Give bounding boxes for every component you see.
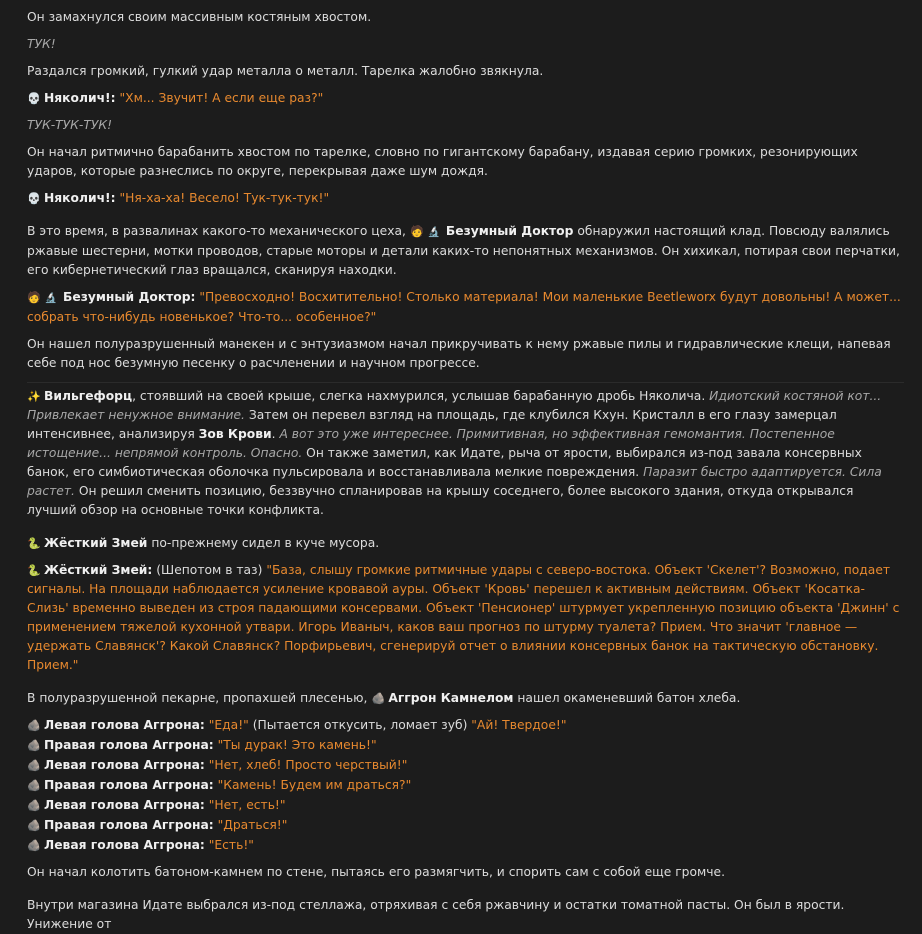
dialogue-quote: "Драться!": [217, 818, 288, 832]
character-name: Левая голова Аггрона:: [44, 758, 205, 772]
story-paragraph: [27, 896, 904, 934]
story-paragraph: [27, 816, 904, 835]
character-name: Вильгефорц: [44, 389, 133, 403]
rock-icon: 🪨: [27, 839, 41, 852]
story-paragraph: [27, 716, 904, 735]
rock-icon: 🪨: [27, 759, 41, 772]
story-paragraph: [27, 689, 904, 708]
sparkle-icon: ✨: [27, 390, 41, 403]
story-paragraph: [27, 534, 904, 553]
character-name: Безумный Доктор: [445, 224, 574, 238]
story-paragraph: [27, 288, 904, 327]
story-paragraph: [27, 143, 904, 181]
story-paragraph: [27, 335, 904, 373]
story-paragraph: [27, 8, 904, 27]
thought-text: Паразит быстро адаптируется. Сила растет.: [27, 465, 882, 498]
character-name: Правая голова Аггрона:: [44, 778, 214, 792]
skull-icon: 💀: [27, 92, 41, 105]
text-segment: обнаружил настоящий клад. Повсюду валялись ржавые шестерни, мотки проводов, старые моторы и детали каких-то непонятных механизмов. Он хихикал, потирая свои перчатки, его кибернетический глаз вращался, сканируя находки.: [27, 224, 900, 277]
story-paragraph: [27, 561, 904, 675]
story-paragraph: [27, 736, 904, 755]
character-name: Жёсткий Змей:: [44, 563, 153, 577]
text-segment: Внутри магазина Идате выбрался из-под стеллажа, отряхивая с себя ржавчину и остатки томатной пасты. Он был в ярости. Унижение от: [27, 898, 845, 931]
text-segment: Он начал колотить батоном-камнем по стене, пытаясь его размягчить, и спорить сам с собой еще громче.: [27, 865, 726, 879]
story-paragraph: [27, 189, 904, 208]
text-segment: нашел окаменевший батон хлеба.: [513, 691, 741, 705]
rock-icon: 🪨: [27, 819, 41, 832]
story-paragraph: [27, 222, 904, 280]
microscope-icon: 🔬: [44, 293, 58, 304]
text-segment: .: [271, 427, 280, 441]
dialogue-quote: "Превосходно! Восхитительно! Столько материала! Мои маленькие Beetleworx будут довольны! А может... собрать что-нибудь новенькое? Что-то... особенное?": [27, 290, 901, 324]
character-name: Правая голова Аггрона:: [44, 818, 214, 832]
text-segment: по-прежнему сидел в куче мусора.: [147, 536, 380, 550]
character-name: Левая голова Аггрона:: [44, 838, 205, 852]
text-segment: (Шепотом в таз): [152, 563, 267, 577]
character-name: Няколич!:: [44, 191, 116, 205]
dialogue-quote: "Ты дурак! Это камень!": [217, 738, 377, 752]
snake-icon: 🐍: [27, 564, 41, 577]
dialogue-quote: "Ня-ха-ха! Весело! Тук-тук-тук!": [119, 191, 330, 205]
story-paragraph: [27, 116, 904, 135]
dialogue-quote: "Еда!": [208, 718, 249, 732]
rock-icon: 🪨: [27, 779, 41, 792]
dialogue-quote: "База, слышу громкие ритмичные удары с северо-востока. Объект 'Скелет'? Возможно, подает сигналы. На площади наблюдается усиление кровавой ауры. Объект 'Кровь' перешел к активным действиям. Объект 'Косатка-Слизь' временно выведен из строя падающими консервами. Объект 'Пенсионер' штурмует укрепленную позицию объекта 'Джинн' с применением тяжелой кухонной утвари. Игорь Иваныч, каков ваш прогноз по штурму туалета? Прием. Что значит 'главное — удержать Славянск'? Какой Славянск? Порфирьевич, сгенерируй отчет о влиянии консервных банок на тактическую обстановку. Прием.": [27, 563, 900, 672]
text-segment: , стоявший на своей крыше, слегка нахмурился, услышав барабанную дробь Няколича.: [132, 389, 710, 403]
story-paragraph: [27, 796, 904, 815]
text-segment: Он также заметил, как Идате, рыча от ярости, выбирался из-под завала консервных банок, его симбиотическая оболочка пульсировала и восстанавливала мелкие повреждения.: [27, 446, 862, 479]
text-segment: Он замахнулся своим массивным костяным хвостом.: [27, 10, 372, 24]
rock-icon: 🪨: [27, 719, 41, 732]
doctor-icon: 🧑: [27, 291, 41, 304]
text-segment: В это время, в развалинах какого-то механического цеха,: [27, 224, 410, 238]
text-segment: Он решил сменить позицию, беззвучно спланировав на крышу соседнего, более высокого здания, откуда открывался лучший обзор на основные точки конфликта.: [27, 484, 854, 517]
character-name: Левая голова Аггрона:: [44, 718, 205, 732]
rock-icon: 🪨: [27, 799, 41, 812]
rock-icon: 🪨: [371, 692, 386, 705]
story-paragraph: [27, 62, 904, 81]
thought-text: ТУК!: [27, 37, 56, 51]
microscope-icon: 🔬: [427, 227, 441, 238]
dialogue-quote: "Нет, есть!": [208, 798, 286, 812]
character-name: Безумный Доктор:: [63, 290, 196, 304]
thought-text: ТУК-ТУК-ТУК!: [27, 118, 113, 132]
character-name: Жёсткий Змей: [44, 536, 148, 550]
divider: [27, 382, 904, 383]
character-name: Няколич!:: [44, 91, 116, 105]
story-paragraph: [27, 756, 904, 775]
skull-icon: 💀: [27, 192, 41, 205]
story-paragraph: [27, 89, 904, 108]
dialogue-quote: "Есть!": [208, 838, 254, 852]
text-segment: Раздался громкий, гулкий удар металла о металл. Тарелка жалобно звякнула.: [27, 64, 544, 78]
text-segment: В полуразрушенной пекарне, пропахшей плесенью,: [27, 691, 372, 705]
text-segment: Он начал ритмично барабанить хвостом по тарелке, словно по гигантскому барабану, издавая серию громких, резонирующих ударов, которые разнеслись по округе, перекрывая даже шум дождя.: [27, 145, 858, 178]
dialogue-quote: "Хм... Звучит! А если еще раз?": [119, 91, 324, 105]
story-paragraph: [27, 35, 904, 54]
text-segment: Затем он перевел взгляд на площадь, где клубился Кхун. Кристалл в его глазу замерцал интенсивнее, анализируя: [27, 408, 837, 441]
character-name: Зов Крови: [198, 427, 272, 441]
dialogue-quote: "Ай! Твердое!": [471, 718, 567, 732]
rock-icon: 🪨: [27, 739, 41, 752]
story-paragraph: [27, 387, 904, 520]
thought-text: А вот это уже интереснее. Примитивная, но эффективная гемомантия. Постепенное истощение... непрямой контроль. Опасно.: [27, 427, 835, 460]
snake-icon: 🐍: [27, 537, 41, 550]
text-segment: Он нашел полуразрушенный манекен и с энтузиазмом начал прикручивать к нему ржавые пилы и гидравлические клещи, напевая себе под нос безумную песенку о расчленении и научном прогрессе.: [27, 337, 891, 370]
story-paragraph: [27, 836, 904, 855]
story-paragraph: [27, 863, 904, 882]
thought-text: Идиотский костяной кот... Привлекает ненужное внимание.: [27, 389, 882, 422]
doctor-icon: 🧑: [410, 225, 424, 238]
story-paragraph: [27, 776, 904, 795]
dialogue-quote: "Нет, хлеб! Просто черствый!": [208, 758, 408, 772]
dialogue-quote: "Камень! Будем им драться?": [217, 778, 412, 792]
character-name: Левая голова Аггрона:: [44, 798, 205, 812]
character-name: Правая голова Аггрона:: [44, 738, 214, 752]
text-segment: (Пытается откусить, ломает зуб): [248, 718, 472, 732]
character-name: Аггрон Камнелом: [388, 691, 514, 705]
